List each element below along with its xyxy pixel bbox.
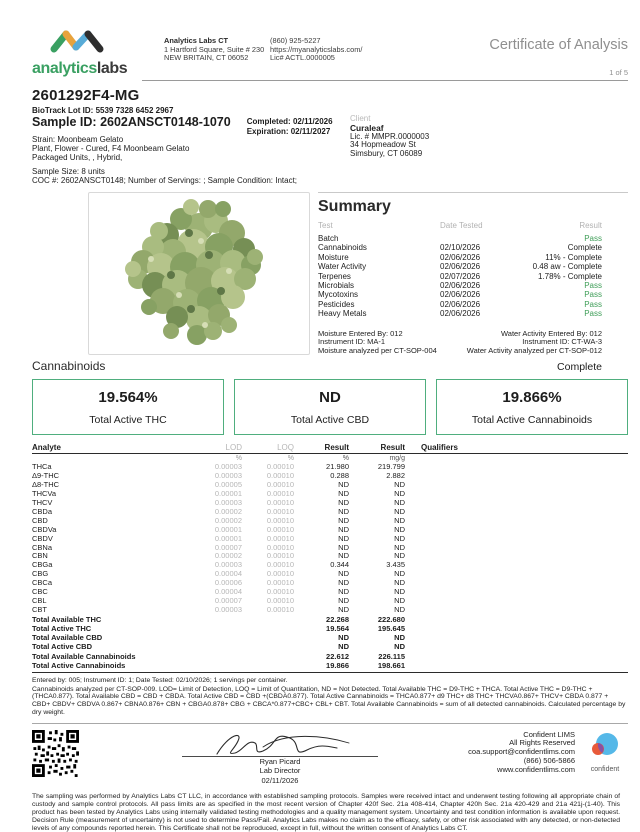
analyte-name: CBL (32, 596, 47, 606)
analyte-name: CBN (32, 551, 48, 561)
analyte-result-pct: ND (338, 489, 349, 499)
summary-row (318, 253, 602, 262)
analyte-loq: 0.00010 (266, 587, 294, 597)
unit-mgg: mg/g (389, 455, 405, 463)
col-loq: LOQ (277, 443, 294, 453)
legal-disclaimer: The sampling was performed by Analytics Labs CT LLC, in accordance with established sampling protocols. Samples were received intact and underwent testing following all appropriate chain of custody and sample control protocols. All pass limits are as specified in the most recent version of Chapter 420f Sec. 21a 408-414, Chapter 420h Sec. 21a 420-429 and 21a 421j-(1-40). This product has been tested by Analytics Labs using internally validated testing methodologies and a quality management system. Uncertainty and test condition information is available upon request. Decision Rule (measurement of uncertainty) is not used to determine Pass/Fail. Analytics Labs makes no claim as to the efficacy, safety, or other risk associated with any detected, or non-detected levels of any compounds reported herein. This Certificate shall not be reproduced, except in full, without the written consent of Analytics Labs CT. (32, 793, 620, 832)
summary-result: 1.78% - Complete (537, 271, 602, 281)
summary-col-result: Result (579, 220, 602, 230)
total-active-cbd-box (234, 379, 426, 435)
analyte-result-mgg: 2.882 (386, 471, 405, 481)
summary-test: Water Activity (318, 262, 367, 272)
total-row (32, 661, 628, 670)
summary-test: Moisture (318, 252, 349, 262)
summary-date: 02/06/2026 (440, 290, 481, 300)
biotrack-lot-id: BioTrack Lot ID: 5539 7328 6452 2967 (32, 106, 174, 115)
lab-phone: (860) 925-5227 (270, 36, 321, 45)
summary-date: 02/06/2026 (440, 281, 481, 291)
total-active-cannabinoids-value: 19.866% (502, 389, 562, 407)
analyte-lod: 0.00004 (214, 569, 242, 579)
analyte-result-pct: 0.344 (330, 560, 349, 570)
analyte-lod: 0.00007 (214, 596, 242, 606)
mountain-logo-icon (46, 28, 118, 54)
analyte-result-mgg: ND (394, 587, 405, 597)
cannabinoids-header-row (32, 359, 628, 373)
total-name: Total Active Cannabinoids (32, 660, 126, 670)
page-number: 1 of 5 (609, 68, 628, 77)
analyte-name: Δ9-THC (32, 471, 60, 481)
summary-section (318, 192, 628, 355)
total-row (32, 633, 628, 642)
col-result-pct: Result (324, 443, 349, 453)
analyte-loq: 0.00010 (266, 533, 294, 543)
analyte-lod: 0.00002 (214, 551, 242, 561)
summary-col-test: Test (318, 220, 333, 230)
analyte-name: THCV (32, 498, 53, 508)
total-row (32, 652, 628, 661)
summary-date (440, 234, 532, 243)
summary-date: 02/07/2026 (440, 271, 481, 281)
analyte-result-pct: ND (338, 524, 349, 534)
analyte-result-mgg: ND (394, 542, 405, 552)
packaging: Packaged Units, , Hybrid, (32, 152, 123, 162)
analyte-result-mgg: ND (394, 524, 405, 534)
summary-rows (318, 234, 602, 319)
analyte-table-header (32, 443, 628, 454)
summary-test: Mycotoxins (318, 290, 359, 300)
summary-title: Summary (318, 197, 391, 215)
col-qualifiers: Qualifiers (421, 443, 458, 453)
expiration-date: Expiration: 02/11/2027 (246, 126, 331, 136)
sample-dates (247, 115, 333, 136)
analyte-result-pct: 21.980 (326, 462, 349, 472)
product-photo-frame (88, 192, 310, 355)
total-row (32, 615, 628, 624)
total-rows (32, 615, 628, 670)
analyte-name: CBGa (32, 560, 53, 570)
title-block (402, 28, 628, 77)
lims-phone: (866) 506-5866 (523, 755, 575, 765)
total-result-mgg: ND (394, 642, 405, 652)
analyte-result-pct: ND (338, 542, 349, 552)
document-title: Certificate of Analysis (489, 37, 628, 53)
unit-pct: % (342, 455, 349, 463)
total-active-cannabinoids-box (436, 379, 628, 435)
analyte-result-mgg: ND (394, 533, 405, 543)
lab-license: Lic# ACTL.0000005 (270, 53, 335, 63)
analyte-result-mgg: 3.435 (386, 560, 405, 570)
analyte-result-pct: 0.288 (330, 471, 349, 481)
analyte-result-pct: ND (338, 515, 349, 525)
analyte-result-pct: ND (338, 533, 349, 543)
cannabinoid-notes (32, 677, 628, 717)
total-row (32, 642, 628, 651)
analyte-result-mgg: ND (394, 578, 405, 588)
signer-name: Ryan Picard (259, 756, 301, 766)
analyte-loq: 0.00010 (266, 551, 294, 561)
analyte-loq: 0.00010 (266, 604, 294, 614)
summary-result: Pass (584, 309, 602, 319)
total-result-pct: ND (338, 642, 349, 652)
lab-address-block (164, 28, 270, 63)
analyte-row (32, 570, 628, 579)
analyte-lod: 0.00001 (214, 533, 242, 543)
analyte-loq: 0.00010 (266, 480, 294, 490)
analyte-loq: 0.00010 (266, 596, 294, 606)
analyte-name: CBT (32, 604, 47, 614)
total-active-cannabinoids-label: Total Active Cannabinoids (471, 414, 593, 427)
lims-website: www.confidentlims.com (497, 764, 575, 774)
summary-row (318, 309, 602, 318)
coc-line: COC #: 2602ANSCT0148; Number of Servings: ; Sample Condition: Intact; (32, 176, 298, 186)
summary-col-date: Date Tested (440, 220, 483, 230)
client-address2: Simsbury, CT 06089 (350, 149, 423, 159)
header-divider (142, 80, 628, 81)
analyte-name: CBDa (32, 506, 53, 516)
analyte-row (32, 597, 628, 606)
method-note: Cannabinoids analyzed per CT-SOP-009. LOD= Limit of Detection, LOQ = Limit of Quantitation, ND = Not Detected. Total Available THC = D9-THC + THCA. Total Active THC = D9-THC + (THCA0.877). Total Available CBD = CBD + CBDA. Total Active CBD = CBD +(CBDA0.877). Total Active Cannabinoids = THCA0.877+ d9 THC+ d8 THC+ THCVA0.867+ THCV+ CBDA 0.877 + CBD+ CBDV+ CBDVA 0.867+ CBNA0.876+ CBN + CBGA0.878+ CBG + CBCA*0.877+CBC+ CBL+ CBT. Total Available Cannabinoids = sum of all detected cannabinoids. Calculated percentage by dry weight. (32, 685, 626, 716)
client-name: Curaleaf (350, 122, 384, 133)
confident-logo (582, 730, 628, 773)
unit-lod: % (235, 455, 242, 463)
lab-contact-block (270, 28, 402, 63)
summary-test: Microbials (318, 281, 355, 291)
unit-loq: % (287, 455, 294, 463)
analyte-loq: 0.00010 (266, 489, 294, 499)
summary-result: Complete (567, 243, 602, 253)
analyte-row (32, 606, 628, 615)
summary-result: Pass (584, 290, 602, 300)
analyte-result-pct: ND (338, 596, 349, 606)
analyte-result-mgg: ND (394, 506, 405, 516)
analyte-lod: 0.00001 (214, 524, 242, 534)
summary-date: 02/10/2026 (440, 243, 481, 253)
brand-wordmark (32, 60, 152, 78)
summary-row (318, 272, 602, 281)
confident-wordmark: confident (590, 765, 620, 773)
analyte-loq: 0.00010 (266, 515, 294, 525)
summary-date: 02/06/2026 (440, 309, 481, 319)
total-name: Total Available THC (32, 614, 102, 624)
lab-name: Analytics Labs CT (164, 36, 229, 45)
analyte-name: CBDVa (32, 524, 57, 534)
total-name: Total Available CBD (32, 633, 103, 643)
total-active-thc-label: Total Active THC (89, 414, 167, 427)
summary-row (318, 234, 602, 243)
sample-size: Sample Size: 8 units (32, 167, 105, 177)
summary-date: 02/06/2026 (440, 252, 481, 262)
summary-row (318, 262, 602, 271)
analyte-lod: 0.00003 (214, 560, 242, 570)
analyte-lod: 0.00005 (214, 480, 242, 490)
analyte-loq: 0.00010 (266, 471, 294, 481)
summary-row (318, 290, 602, 299)
summary-test: Heavy Metals (318, 309, 367, 319)
total-result-mgg: 226.115 (378, 651, 405, 661)
analyte-name: CBC (32, 587, 48, 597)
analysis-notes (318, 330, 602, 356)
analyte-row (32, 490, 628, 499)
summary-header (318, 221, 602, 230)
sample-id: Sample ID: 2602ANSCT0148-1070 (32, 115, 231, 129)
analyte-loq: 0.00010 (266, 524, 294, 534)
total-name: Total Available Cannabinoids (32, 651, 136, 661)
lab-address1: 1 Hartford Square, Suite # 230 (164, 44, 265, 54)
analyte-row (32, 526, 628, 535)
header (32, 28, 628, 78)
col-result-mgg: Result (380, 443, 405, 453)
col-lod: LOD (225, 443, 242, 453)
analyte-result-mgg: 219.799 (377, 462, 405, 472)
summary-test: Terpenes (318, 271, 351, 281)
analyte-row (32, 481, 628, 490)
summary-row (318, 281, 602, 290)
lab-website: https://myanalyticslabs.com/ (270, 44, 363, 54)
confident-logo-icon (590, 732, 620, 760)
media-row (32, 192, 628, 355)
analyte-result-mgg: ND (394, 596, 405, 606)
analyte-row (32, 588, 628, 597)
analyte-lod: 0.00003 (214, 462, 242, 472)
summary-date: 02/06/2026 (440, 299, 481, 309)
total-result-mgg: 198.661 (377, 660, 405, 670)
batch-title: 2601292F4-MG (32, 87, 140, 104)
sample-id-row (32, 115, 628, 136)
analyte-lod: 0.00007 (214, 542, 242, 552)
totals-boxes (32, 379, 628, 435)
analyte-lod: 0.00006 (214, 578, 242, 588)
summary-test: Batch (318, 233, 339, 243)
analyte-result-pct: ND (338, 569, 349, 579)
analyte-lod: 0.00003 (214, 471, 242, 481)
analyte-name: THCVa (32, 489, 57, 499)
analyte-name: CBDV (32, 533, 53, 543)
summary-result: Pass (584, 281, 602, 291)
strain: Strain: Moonbeam Gelato (32, 135, 124, 144)
analyte-result-pct: ND (338, 506, 349, 516)
analyte-result-pct: ND (338, 587, 349, 597)
summary-test: Pesticides (318, 299, 355, 309)
analyte-result-mgg: ND (394, 515, 405, 525)
analyte-result-mgg: ND (394, 551, 405, 561)
analyte-row (32, 499, 628, 508)
analyte-result-mgg: ND (394, 604, 405, 614)
completed-date: Completed: 02/11/2026 (246, 117, 333, 126)
analyte-row (32, 544, 628, 553)
lims-name: Confident LIMS (523, 729, 575, 739)
total-active-thc-box (32, 379, 224, 435)
total-active-cbd-value: ND (319, 389, 341, 407)
lab-address2: NEW BRITAIN, CT 06052 (164, 53, 249, 63)
total-active-thc-value: 19.564% (98, 389, 158, 407)
sample-section (32, 87, 628, 186)
analyte-name: CBCa (32, 578, 53, 588)
summary-result: 11% - Complete (545, 252, 602, 262)
brand-analytics: analytics (32, 60, 97, 77)
total-result-pct: 19.866 (326, 660, 349, 670)
summary-row (318, 300, 602, 309)
client-label: Client (350, 114, 371, 123)
moisture-note: Moisture Entered By: 012 Instrument ID: MA-1 Moisture analyzed per CT-SOP-004 (318, 328, 437, 355)
summary-date: 02/06/2026 (440, 262, 481, 272)
col-analyte: Analyte (32, 443, 61, 453)
analyte-rows (32, 463, 628, 614)
total-result-mgg: 222.680 (377, 614, 405, 624)
summary-row (318, 243, 602, 252)
analyte-loq: 0.00010 (266, 542, 294, 552)
summary-result: Pass (584, 299, 602, 309)
analyte-row (32, 508, 628, 517)
total-row (32, 624, 628, 633)
analyte-result-mgg: ND (394, 569, 405, 579)
signature-block (175, 730, 385, 786)
analyte-result-pct: ND (338, 551, 349, 561)
analyte-result-pct: ND (338, 480, 349, 490)
analyte-loq: 0.00010 (266, 569, 294, 579)
client-address1: 34 Hopmeadow St (350, 140, 416, 150)
analyte-lod: 0.00003 (214, 498, 242, 508)
analyte-name: CBG (32, 569, 49, 579)
analyte-row (32, 579, 628, 588)
lims-rights: All Rights Reserved (509, 738, 575, 748)
analyte-name: CBNa (32, 542, 53, 552)
lims-email: coa.support@confidentlims.com (468, 747, 575, 757)
total-result-pct: 22.268 (326, 614, 349, 624)
analyte-row (32, 561, 628, 570)
sign-date: 02/11/2026 (261, 775, 299, 785)
analyte-lod: 0.00001 (214, 489, 242, 499)
analyte-result-pct: ND (338, 604, 349, 614)
analyte-lod: 0.00002 (214, 515, 242, 525)
analyte-table (32, 443, 628, 673)
summary-test: Cannabinoids (318, 243, 367, 253)
water-activity-note: Water Activity Entered By: 012 Instrument ID: CT-WA-3 Water Activity analyzed per CT-SOP-012 (466, 328, 602, 355)
analyte-name: CBD (32, 515, 48, 525)
analyte-row (32, 517, 628, 526)
total-result-pct: 19.564 (326, 624, 349, 634)
total-result-mgg: ND (394, 633, 405, 643)
total-name: Total Active THC (32, 624, 92, 634)
analyte-result-pct: ND (338, 498, 349, 508)
analyte-lod: 0.00002 (214, 506, 242, 516)
cannabinoids-section-title: Cannabinoids (32, 359, 106, 374)
summary-result: Pass (584, 233, 602, 243)
analyte-loq: 0.00010 (266, 578, 294, 588)
analyte-lod: 0.00004 (214, 587, 242, 597)
analyte-row (32, 472, 628, 481)
signer-title: Lab Director (259, 766, 301, 776)
analyte-result-mgg: ND (394, 480, 405, 490)
client-block (350, 115, 429, 159)
analyte-name: Δ8-THC (32, 480, 60, 490)
analyte-loq: 0.00010 (266, 506, 294, 516)
total-name: Total Active CBD (32, 642, 93, 652)
analyte-row (32, 535, 628, 544)
product-photo (101, 197, 297, 349)
matrix: Plant, Flower - Cured, F4 Moonbeam Gelato (32, 143, 190, 153)
qr-code (32, 730, 79, 777)
analyte-loq: 0.00010 (266, 560, 294, 570)
summary-result: 0.48 aw - Complete (532, 262, 602, 272)
analyte-lod: 0.00003 (214, 604, 242, 614)
analyte-loq: 0.00010 (266, 498, 294, 508)
total-result-mgg: 195.645 (377, 624, 405, 634)
lims-block (385, 730, 575, 775)
cannabinoids-status: Complete (557, 361, 602, 374)
lab-logo (32, 28, 152, 78)
analyte-result-pct: ND (338, 578, 349, 588)
analyte-result-mgg: ND (394, 489, 405, 499)
total-result-pct: ND (338, 633, 349, 643)
brand-labs: labs (96, 60, 128, 77)
client-license: Lic. # MMPR.0000003 (350, 131, 430, 141)
total-active-cbd-label: Total Active CBD (290, 414, 370, 427)
analyte-result-mgg: ND (394, 498, 405, 508)
footer (32, 723, 628, 786)
total-result-pct: 22.612 (326, 651, 349, 661)
analyte-name: THCa (32, 462, 52, 472)
analyte-loq: 0.00010 (266, 462, 294, 472)
entered-by-line: Entered by: 005; Instrument ID: 1; Date Tested: 02/10/2026; 1 servings per container. (32, 677, 288, 685)
